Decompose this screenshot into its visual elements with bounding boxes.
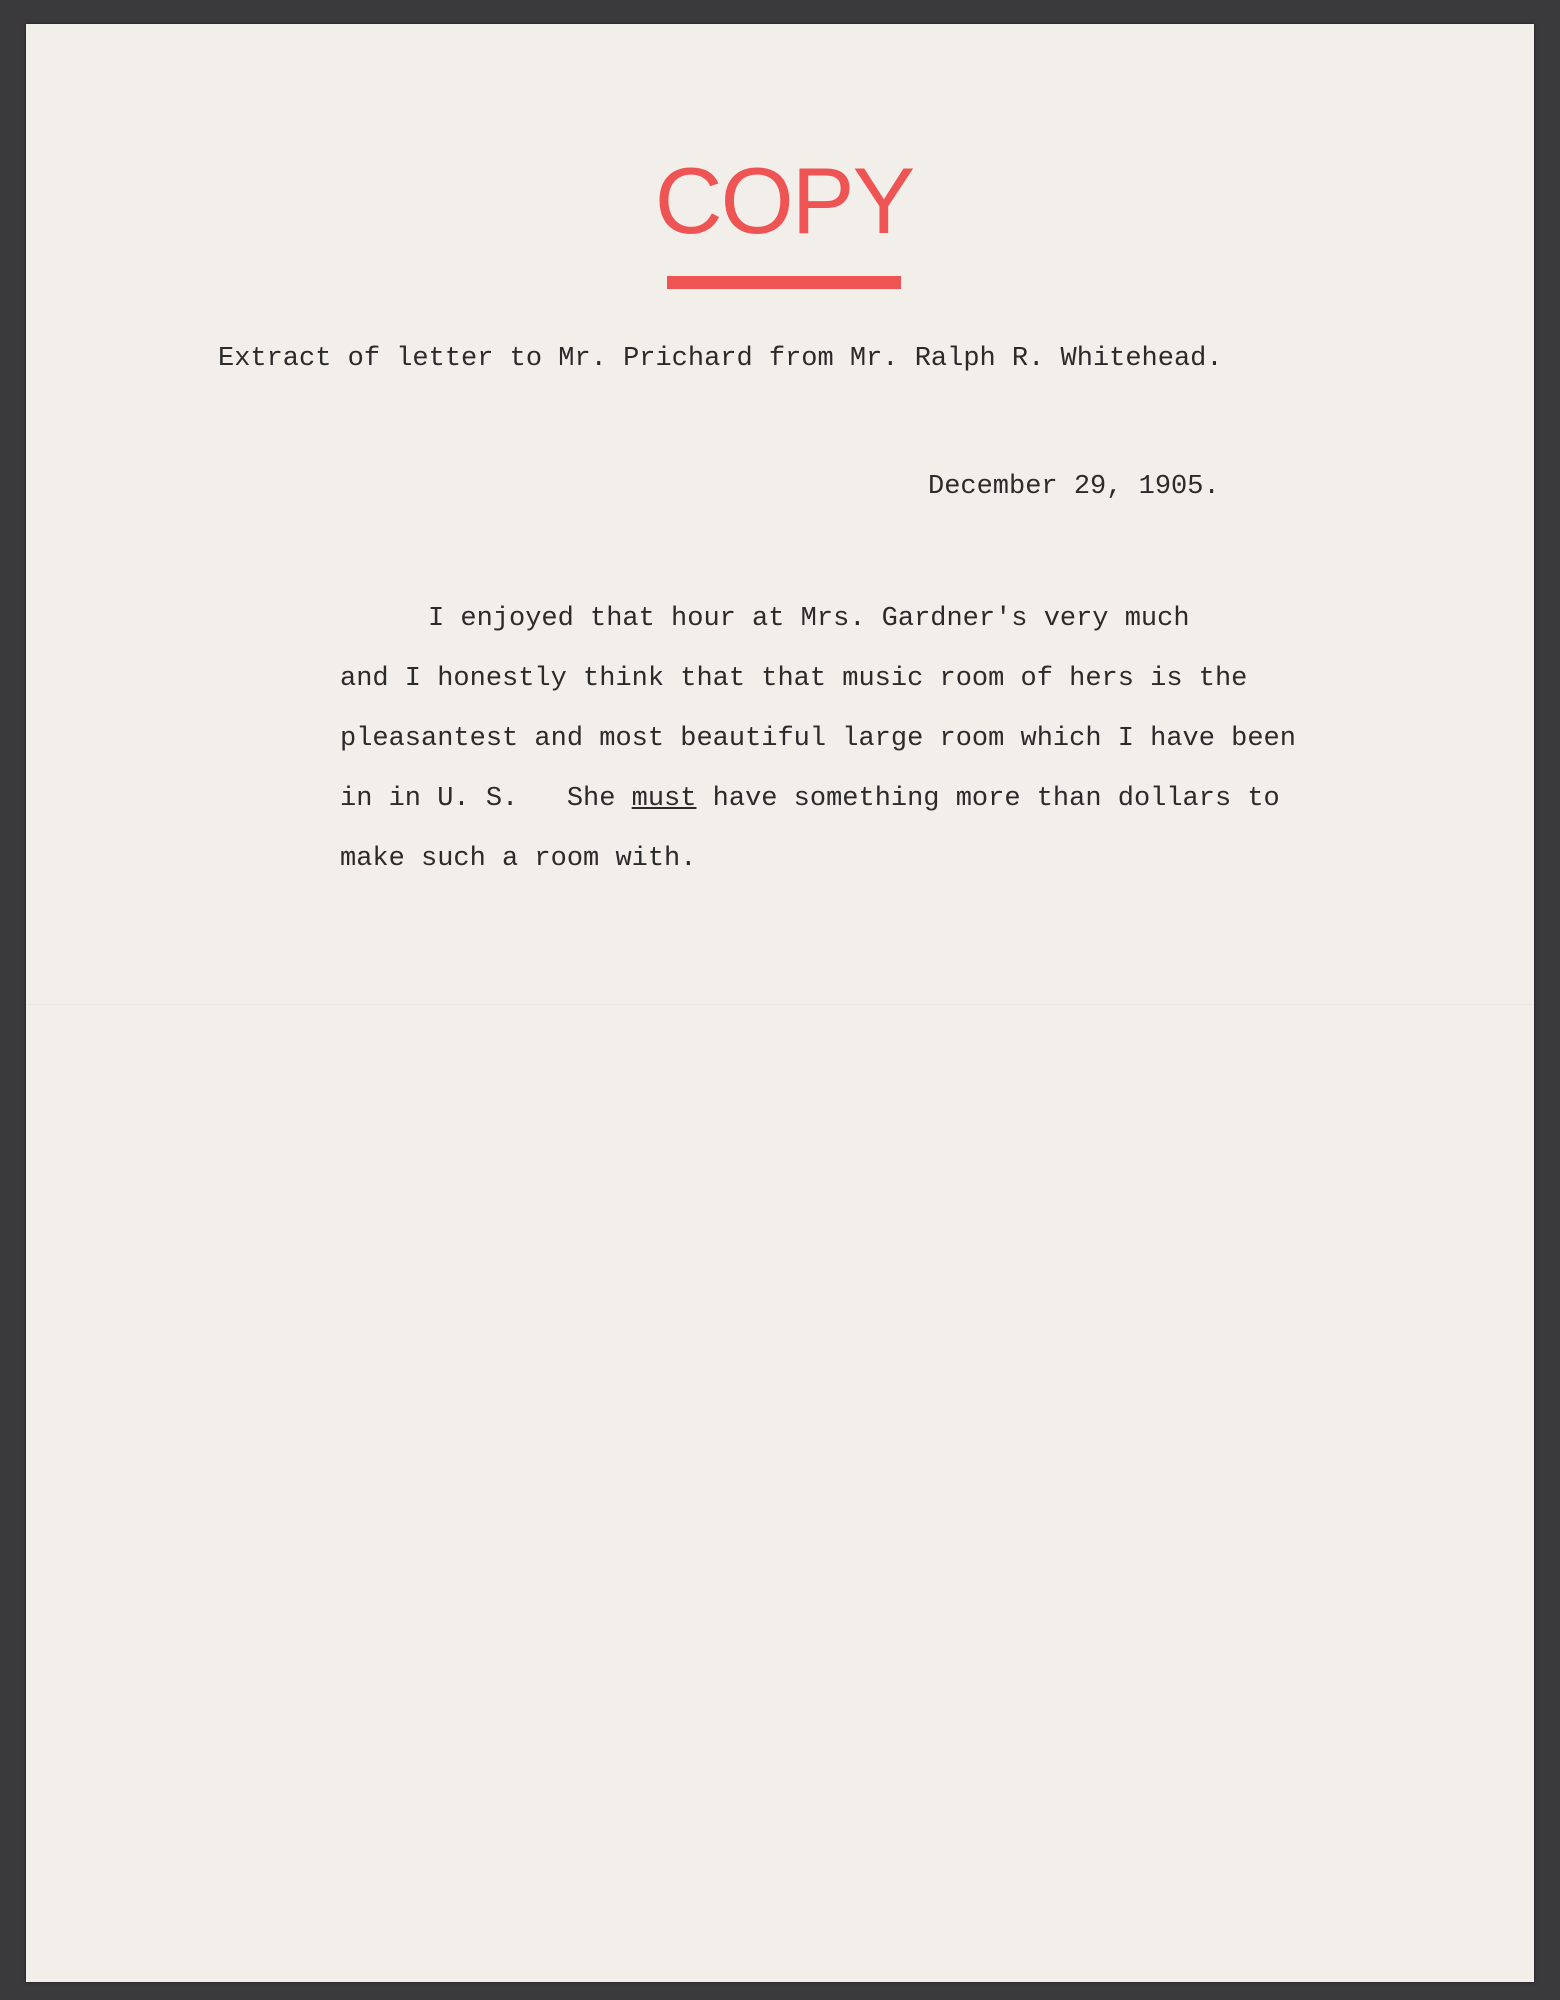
letter-heading: Extract of letter to Mr. Prichard from Mr. Ralph R. Whitehead. [218, 344, 1223, 374]
emphasized-word: must [631, 784, 697, 814]
body-line-5: make such a room with. [340, 844, 697, 874]
body-line-1: I enjoyed that hour at Mrs. Gardner's very much [428, 604, 1190, 634]
body-line-4-start: in in U. S. She [340, 784, 632, 814]
body-line-4 [340, 769, 1296, 829]
letter-body [340, 589, 1296, 889]
copy-stamp-underline [667, 276, 901, 289]
document-page [26, 24, 1534, 1982]
body-line-2: and I honestly think that that music room of hers is the [340, 664, 1248, 694]
copy-stamp-text: COPY [654, 148, 914, 253]
body-line-4-end: have something more than dollars to [696, 784, 1280, 814]
copy-stamp [654, 148, 914, 289]
letter-date: December 29, 1905. [928, 472, 1220, 502]
body-line-3: pleasantest and most beautiful large room which I have been [340, 724, 1296, 754]
fold-line [26, 1004, 1534, 1006]
